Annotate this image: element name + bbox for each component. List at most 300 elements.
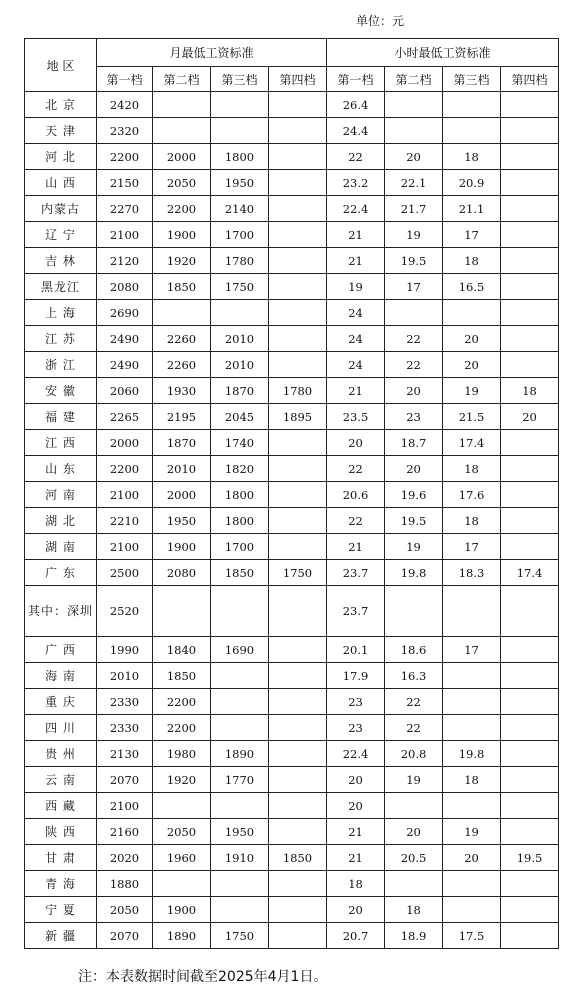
region-cell: 吉 林 [25,248,97,274]
table-row [25,404,559,430]
monthly-wage-cell: 1800 [211,144,269,170]
monthly-wage-cell [269,118,327,144]
monthly-wage-cell: 1850 [153,274,211,300]
hourly-wage-cell: 18 [443,767,501,793]
monthly-wage-cell: 1870 [211,378,269,404]
hourly-wage-cell: 21.1 [443,196,501,222]
hourly-wage-cell [501,923,559,949]
table-row [25,871,559,897]
hourly-wage-cell: 22.1 [385,170,443,196]
table-row [25,326,559,352]
hourly-wage-cell: 23 [327,689,385,715]
hourly-wage-cell: 17 [443,637,501,663]
hourly-wage-cell: 19 [385,222,443,248]
hourly-wage-cell [501,508,559,534]
hourly-wage-cell: 19.5 [501,845,559,871]
monthly-wage-cell: 1800 [211,482,269,508]
region-cell: 天 津 [25,118,97,144]
hourly-wage-cell [443,715,501,741]
region-cell: 上 海 [25,300,97,326]
monthly-wage-cell [211,871,269,897]
monthly-wage-cell: 1980 [153,741,211,767]
monthly-wage-cell: 1740 [211,430,269,456]
hourly-wage-cell: 18.6 [385,637,443,663]
hourly-wage-cell: 20.1 [327,637,385,663]
region-cell: 河 北 [25,144,97,170]
hourly-wage-cell: 18.3 [443,560,501,586]
hourly-tier-header: 第一档 [327,67,385,92]
hourly-wage-cell [443,871,501,897]
monthly-wage-cell: 2120 [97,248,153,274]
hourly-wage-cell: 20.6 [327,482,385,508]
hourly-wage-cell [443,897,501,923]
hourly-wage-cell: 19.8 [443,741,501,767]
hourly-wage-cell: 16.5 [443,274,501,300]
region-cell: 青 海 [25,871,97,897]
monthly-wage-cell [269,456,327,482]
hourly-wage-cell [501,741,559,767]
table-row [25,222,559,248]
hourly-wage-cell: 26.4 [327,92,385,118]
monthly-tier-header: 第一档 [97,67,153,92]
hourly-wage-cell: 18 [501,378,559,404]
table-row [25,378,559,404]
table-row [25,508,559,534]
hourly-wage-cell: 22 [385,689,443,715]
monthly-wage-cell: 2000 [153,482,211,508]
monthly-wage-cell [211,92,269,118]
hourly-wage-cell: 19.5 [385,248,443,274]
hourly-wage-cell: 21 [327,534,385,560]
monthly-wage-cell: 2520 [97,586,153,637]
hourly-wage-cell: 22 [385,352,443,378]
monthly-wage-cell: 1770 [211,767,269,793]
monthly-wage-cell [269,170,327,196]
hourly-wage-cell [501,196,559,222]
region-cell: 江 苏 [25,326,97,352]
hourly-wage-cell [385,871,443,897]
hourly-wage-cell: 22 [385,715,443,741]
table-row [25,923,559,949]
monthly-wage-cell [269,352,327,378]
monthly-wage-cell [269,637,327,663]
table-row [25,274,559,300]
hourly-wage-cell: 17.4 [501,560,559,586]
hourly-wage-cell: 22.4 [327,196,385,222]
monthly-wage-cell: 2000 [153,144,211,170]
monthly-wage-cell: 1850 [211,560,269,586]
monthly-wage-cell [269,715,327,741]
table-row [25,689,559,715]
region-cell: 广 东 [25,560,97,586]
table-row [25,819,559,845]
hourly-wage-cell [385,793,443,819]
hourly-wage-cell [501,715,559,741]
hourly-wage-cell [501,689,559,715]
table-row [25,118,559,144]
hourly-header: 小时最低工资标准 [327,39,559,67]
region-cell: 江 西 [25,430,97,456]
region-cell: 湖 北 [25,508,97,534]
monthly-wage-cell [269,689,327,715]
monthly-wage-cell [211,793,269,819]
region-cell: 新 疆 [25,923,97,949]
table-row [25,170,559,196]
hourly-wage-cell [443,300,501,326]
region-cell: 内蒙古 [25,196,97,222]
hourly-wage-cell: 23.5 [327,404,385,430]
hourly-wage-cell: 24.4 [327,118,385,144]
monthly-wage-cell [269,871,327,897]
region-cell: 山 东 [25,456,97,482]
hourly-tier-header: 第四档 [501,67,559,92]
hourly-wage-cell [501,248,559,274]
hourly-wage-cell: 18.9 [385,923,443,949]
monthly-wage-cell: 1750 [211,923,269,949]
hourly-wage-cell: 19 [385,767,443,793]
region-cell: 浙 江 [25,352,97,378]
monthly-wage-cell [211,689,269,715]
monthly-wage-cell [269,144,327,170]
hourly-wage-cell: 20 [385,819,443,845]
monthly-wage-cell [269,274,327,300]
hourly-wage-cell [443,118,501,144]
hourly-wage-cell: 18 [443,144,501,170]
hourly-wage-cell: 18.7 [385,430,443,456]
monthly-wage-cell: 2200 [97,456,153,482]
hourly-wage-cell [501,222,559,248]
monthly-wage-cell [211,715,269,741]
table-row [25,663,559,689]
hourly-wage-cell: 23.7 [327,560,385,586]
hourly-wage-cell [501,819,559,845]
hourly-wage-cell: 24 [327,326,385,352]
hourly-wage-cell: 24 [327,352,385,378]
hourly-wage-cell: 17 [443,534,501,560]
monthly-wage-cell: 1850 [153,663,211,689]
monthly-wage-cell: 1950 [153,508,211,534]
monthly-wage-cell [153,118,211,144]
hourly-wage-cell: 18 [443,456,501,482]
table-row [25,637,559,663]
table-row [25,92,559,118]
monthly-wage-cell: 1870 [153,430,211,456]
hourly-wage-cell: 21 [327,222,385,248]
hourly-wage-cell [501,274,559,300]
monthly-wage-cell: 2060 [97,378,153,404]
hourly-tier-header: 第三档 [443,67,501,92]
monthly-wage-cell [269,300,327,326]
table-row [25,482,559,508]
hourly-wage-cell: 17.5 [443,923,501,949]
monthly-wage-cell [211,300,269,326]
hourly-wage-cell: 20.8 [385,741,443,767]
monthly-wage-cell: 1920 [153,767,211,793]
table-row [25,352,559,378]
hourly-wage-cell: 20.9 [443,170,501,196]
monthly-wage-cell: 2200 [153,196,211,222]
hourly-wage-cell: 19 [385,534,443,560]
monthly-wage-cell: 2320 [97,118,153,144]
monthly-wage-cell: 2160 [97,819,153,845]
monthly-wage-cell [153,92,211,118]
hourly-wage-cell: 20 [385,144,443,170]
table-row [25,586,559,637]
hourly-wage-cell [501,482,559,508]
hourly-wage-cell [501,92,559,118]
table-row [25,845,559,871]
hourly-wage-cell [443,92,501,118]
hourly-wage-cell: 20.5 [385,845,443,871]
hourly-wage-cell: 23.7 [327,586,385,637]
hourly-wage-cell: 22 [327,456,385,482]
monthly-wage-cell: 2330 [97,715,153,741]
hourly-wage-cell: 19 [443,378,501,404]
table-row [25,144,559,170]
table-row [25,767,559,793]
region-cell: 湖 南 [25,534,97,560]
monthly-wage-cell: 1990 [97,637,153,663]
monthly-wage-cell [269,508,327,534]
region-cell: 陕 西 [25,819,97,845]
monthly-wage-cell: 1840 [153,637,211,663]
hourly-wage-cell: 20 [327,430,385,456]
hourly-wage-cell: 17.4 [443,430,501,456]
hourly-wage-cell [443,586,501,637]
table-body [25,92,559,949]
monthly-wage-cell: 2000 [97,430,153,456]
hourly-wage-cell: 17.6 [443,482,501,508]
hourly-wage-cell: 18 [443,248,501,274]
monthly-wage-cell: 1750 [211,274,269,300]
hourly-wage-cell: 20 [327,793,385,819]
monthly-wage-cell: 2100 [97,534,153,560]
monthly-wage-cell [269,663,327,689]
hourly-wage-cell: 20 [385,378,443,404]
monthly-wage-cell [269,196,327,222]
region-cell: 贵 州 [25,741,97,767]
hourly-wage-cell: 21 [327,819,385,845]
table-row [25,534,559,560]
monthly-wage-cell: 2490 [97,326,153,352]
hourly-wage-cell [501,456,559,482]
hourly-wage-cell [501,897,559,923]
hourly-wage-cell [501,144,559,170]
monthly-wage-cell [269,793,327,819]
table-row [25,560,559,586]
monthly-wage-cell [153,793,211,819]
hourly-wage-cell: 20 [327,897,385,923]
hourly-wage-cell: 17.9 [327,663,385,689]
hourly-wage-cell [501,170,559,196]
hourly-wage-cell [501,534,559,560]
hourly-wage-cell [501,663,559,689]
monthly-wage-cell: 1950 [211,170,269,196]
hourly-wage-cell [501,586,559,637]
monthly-wage-cell [153,300,211,326]
hourly-wage-cell [501,118,559,144]
region-cell: 辽 宁 [25,222,97,248]
hourly-wage-cell: 23 [327,715,385,741]
hourly-wage-cell: 24 [327,300,385,326]
monthly-wage-cell [269,222,327,248]
region-cell: 宁 夏 [25,897,97,923]
monthly-wage-cell: 1890 [153,923,211,949]
monthly-wage-cell: 1750 [269,560,327,586]
monthly-wage-cell: 1910 [211,845,269,871]
region-cell: 北 京 [25,92,97,118]
hourly-wage-cell [385,300,443,326]
hourly-wage-cell: 22 [327,144,385,170]
hourly-wage-cell: 18 [443,508,501,534]
hourly-wage-cell: 17 [443,222,501,248]
monthly-wage-cell: 1930 [153,378,211,404]
region-cell: 福 建 [25,404,97,430]
hourly-wage-cell: 19 [443,819,501,845]
hourly-wage-cell [385,118,443,144]
hourly-wage-cell [501,430,559,456]
hourly-wage-cell: 19 [327,274,385,300]
monthly-wage-cell: 1920 [153,248,211,274]
table-row [25,741,559,767]
region-cell: 海 南 [25,663,97,689]
hourly-wage-cell: 20 [385,456,443,482]
monthly-wage-cell: 2050 [97,897,153,923]
hourly-wage-cell [385,586,443,637]
monthly-wage-cell: 2195 [153,404,211,430]
monthly-wage-cell [269,534,327,560]
monthly-wage-cell: 2010 [211,326,269,352]
region-cell: 四 川 [25,715,97,741]
hourly-wage-cell [501,767,559,793]
monthly-wage-cell [211,663,269,689]
monthly-wage-cell: 2100 [97,222,153,248]
monthly-wage-cell [269,819,327,845]
hourly-wage-cell: 19.5 [385,508,443,534]
monthly-wage-cell: 2070 [97,923,153,949]
table-row [25,248,559,274]
hourly-wage-cell: 22 [327,508,385,534]
monthly-wage-cell: 1850 [269,845,327,871]
monthly-wage-cell: 2500 [97,560,153,586]
monthly-wage-cell [269,482,327,508]
monthly-wage-cell: 1895 [269,404,327,430]
monthly-wage-cell: 2330 [97,689,153,715]
monthly-wage-cell [269,767,327,793]
monthly-wage-cell [269,248,327,274]
minimum-wage-table [24,38,559,949]
hourly-wage-cell: 19.8 [385,560,443,586]
monthly-wage-cell: 1880 [97,871,153,897]
region-cell: 西 藏 [25,793,97,819]
monthly-wage-cell [153,586,211,637]
monthly-wage-cell: 2490 [97,352,153,378]
hourly-wage-cell [385,92,443,118]
hourly-wage-cell: 20 [327,767,385,793]
monthly-wage-cell [269,741,327,767]
region-cell: 安 徽 [25,378,97,404]
hourly-wage-cell [501,637,559,663]
monthly-wage-cell: 1700 [211,534,269,560]
monthly-wage-cell: 1950 [211,819,269,845]
monthly-wage-cell [269,326,327,352]
monthly-wage-cell [269,923,327,949]
monthly-wage-cell: 2420 [97,92,153,118]
hourly-wage-cell: 20 [443,845,501,871]
region-cell: 云 南 [25,767,97,793]
unit-label: 单位：元 [356,14,405,28]
monthly-wage-cell: 2200 [153,689,211,715]
hourly-wage-cell: 21 [327,845,385,871]
table-row [25,430,559,456]
monthly-wage-cell: 1960 [153,845,211,871]
monthly-wage-cell: 2050 [153,170,211,196]
monthly-wage-cell: 2100 [97,482,153,508]
monthly-wage-cell [153,871,211,897]
monthly-wage-cell [211,897,269,923]
region-cell: 其中：深圳 [25,586,97,637]
hourly-wage-cell: 22 [385,326,443,352]
monthly-wage-cell: 1820 [211,456,269,482]
hourly-wage-cell: 20 [443,326,501,352]
monthly-wage-cell: 2260 [153,326,211,352]
region-cell: 广 西 [25,637,97,663]
region-cell: 甘 肃 [25,845,97,871]
monthly-wage-cell: 1700 [211,222,269,248]
monthly-wage-cell: 2200 [97,144,153,170]
monthly-wage-cell: 2150 [97,170,153,196]
monthly-wage-cell: 2210 [97,508,153,534]
table-row [25,715,559,741]
monthly-wage-cell: 2050 [153,819,211,845]
region-cell: 重 庆 [25,689,97,715]
monthly-tier-header: 第四档 [269,67,327,92]
monthly-wage-cell: 1900 [153,534,211,560]
hourly-wage-cell: 20 [443,352,501,378]
monthly-wage-cell: 2080 [97,274,153,300]
monthly-tier-header: 第二档 [153,67,211,92]
hourly-wage-cell [443,793,501,819]
region-cell: 山 西 [25,170,97,196]
hourly-tier-header: 第二档 [385,67,443,92]
hourly-wage-cell: 21 [327,378,385,404]
hourly-wage-cell [501,871,559,897]
hourly-wage-cell [501,300,559,326]
monthly-wage-cell [269,430,327,456]
monthly-wage-cell: 2270 [97,196,153,222]
monthly-wage-cell [211,118,269,144]
table-row [25,196,559,222]
monthly-tier-header: 第三档 [211,67,269,92]
monthly-wage-cell: 1780 [211,248,269,274]
monthly-wage-cell: 1690 [211,637,269,663]
region-cell: 河 南 [25,482,97,508]
monthly-wage-cell: 2140 [211,196,269,222]
hourly-wage-cell: 20.7 [327,923,385,949]
monthly-wage-cell: 1900 [153,897,211,923]
monthly-wage-cell: 2080 [153,560,211,586]
monthly-wage-cell: 2045 [211,404,269,430]
hourly-wage-cell: 23 [385,404,443,430]
hourly-wage-cell: 21.7 [385,196,443,222]
hourly-wage-cell [501,793,559,819]
monthly-wage-cell [269,92,327,118]
hourly-wage-cell [501,352,559,378]
table-row [25,300,559,326]
monthly-wage-cell: 2070 [97,767,153,793]
monthly-wage-cell [211,586,269,637]
monthly-wage-cell: 2265 [97,404,153,430]
